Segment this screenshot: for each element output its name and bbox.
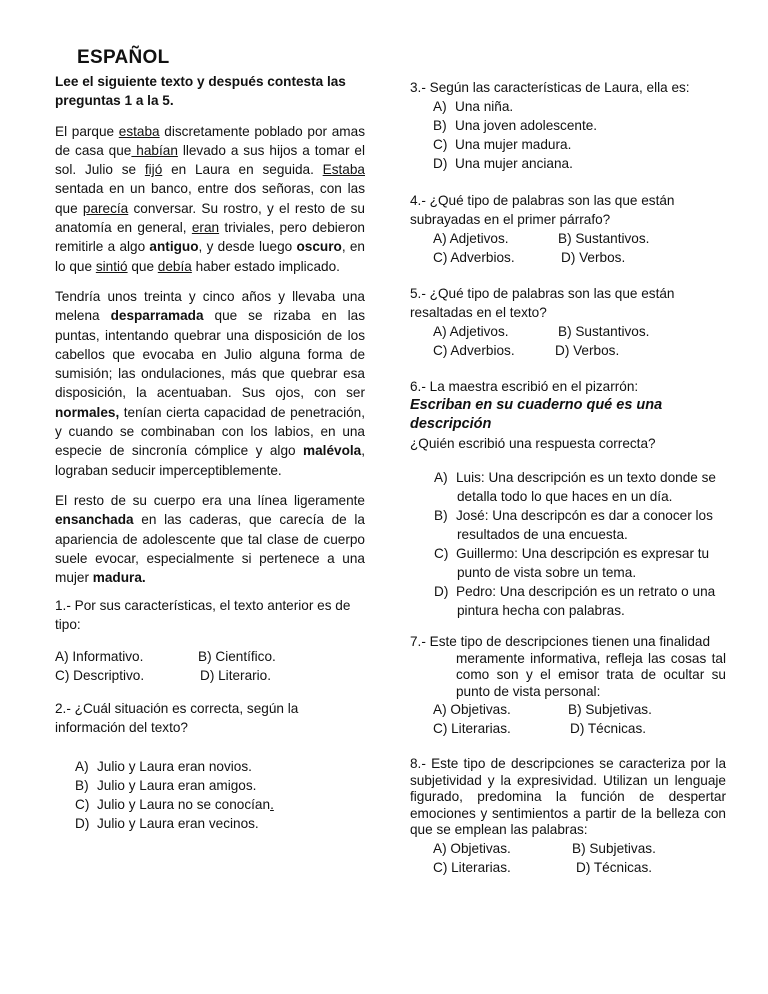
q2-option-c: C) Julio y Laura no se conocían. — [75, 797, 274, 813]
question-1-text: 1.- Por sus características, el texto anterior es de tipo: — [55, 598, 351, 633]
q3-option-d: D) Una mujer anciana. — [433, 156, 573, 171]
question-5 — [410, 284, 726, 360]
q5-option-d: D) Verbos. — [555, 343, 620, 358]
question-3-text: 3.- Según las características de Laura, ella es: — [410, 80, 690, 95]
question-5-text: 5.- ¿Qué tipo de palabras son las que están resaltadas en el texto? — [410, 286, 675, 320]
q3-option-a: A) Una niña. — [433, 99, 514, 114]
q1-option-b: B) Científico. — [198, 649, 276, 665]
question-7-text: 7.- Este tipo de descripciones tienen una finalidad meramente informativa, refleja las cosas tal como son y el emisor trata de ocultar su punto de vista personal: — [410, 634, 726, 699]
q1-option-c: C) Descriptivo. — [55, 668, 145, 684]
q1-option-d: D) Literario. — [200, 668, 272, 684]
q4-option-c: C) Adverbios. — [433, 250, 515, 265]
question-8-text: 8.- Este tipo de descripciones se caracteriza por la subjetividad y la expresividad. Utilizan un lenguaje figurado, predomina la función de despertar emociones y sentimientos a partir de la belleza con que se emplean las palabras: — [410, 756, 726, 837]
board-text: Escriban en su cuaderno qué es una descripción — [410, 397, 663, 432]
q2-option-a: A) Julio y Laura eran novios. — [75, 759, 252, 775]
question-8 — [410, 756, 726, 877]
question-2-text: 2.- ¿Cuál situación es correcta, según la información del texto? — [55, 701, 299, 736]
q5-option-c: C) Adverbios. — [433, 343, 515, 358]
q2-option-b: B) Julio y Laura eran amigos. — [75, 778, 257, 794]
question-2 — [55, 699, 365, 833]
q5-option-a: A) Adjetivos. — [433, 324, 509, 339]
q8-option-a: A) Objetivas. — [433, 840, 511, 856]
q3-option-c: C) Una mujer madura. — [433, 137, 572, 152]
q5-option-b: B) Sustantivos. — [558, 324, 650, 339]
q4-option-b: B) Sustantivos. — [558, 231, 650, 246]
q7-option-d: D) Técnicas. — [570, 721, 647, 736]
q7-option-a: A) Objetivas. — [433, 702, 511, 717]
q6-option-c: C) Guillermo: Una descripción es expresar tu punto de vista sobre un tema. — [434, 546, 710, 580]
instructions: Lee el siguiente texto y después contesta las preguntas 1 a la 5. — [55, 74, 346, 109]
q4-option-d: D) Verbos. — [561, 250, 626, 265]
left-column — [55, 72, 365, 833]
q7-option-c: C) Literarias. — [433, 721, 511, 736]
q2-option-d: D) Julio y Laura eran vecinos. — [75, 816, 259, 832]
right-column — [410, 78, 726, 877]
question-6-text: ¿Quién escribió una respuesta correcta? — [410, 436, 656, 451]
q6-option-a: A) Luis: Una descripción es un texto donde se detalla todo lo que haces en un día. — [434, 470, 716, 504]
question-4 — [410, 191, 726, 267]
question-1 — [55, 596, 365, 685]
q8-option-c: C) Literarias. — [433, 859, 511, 875]
page-title: ESPAÑOL — [77, 47, 170, 68]
q6-option-b: B) José: Una descripcón es dar a conocer los resultados de una encuesta. — [434, 508, 713, 542]
q7-option-b: B) Subjetivas. — [568, 702, 652, 717]
question-3 — [410, 78, 726, 173]
q3-option-b: B) Una joven adolescente. — [433, 118, 598, 133]
question-4-text: 4.- ¿Qué tipo de palabras son las que están subrayadas en el primer párrafo? — [410, 193, 675, 227]
question-6 — [410, 377, 726, 620]
q4-option-a: A) Adjetivos. — [433, 231, 509, 246]
q1-option-a: A) Informativo. — [55, 649, 144, 665]
question-7 — [410, 634, 726, 738]
q8-option-d: D) Técnicas. — [576, 859, 653, 875]
paragraph-1: El parque estaba discretamente poblado por amas de casa que habían llevado a sus hijos a tomar el sol. Julio se fijó en Laura en seguida. Estaba sentada en un banco, entre dos señoras, con las que parecía conversar. Su rostro, y el resto de su anatomía en general, eran triviales, pero debieron remitirle a algo antiguo, y desde luego oscuro, en lo que sintió que debía haber estado implicado. — [55, 123, 366, 274]
q8-option-b: B) Subjetivas. — [572, 840, 656, 856]
question-6-intro: 6.- La maestra escribió en el pizarrón: — [410, 379, 639, 394]
paragraph-3: El resto de su cuerpo era una línea ligeramente ensanchada en las caderas, que carecía de la apariencia de adolescente que tal clase de cuerpo suele evocar, especialmente si pertenece a una mujer madura. — [55, 492, 365, 586]
paragraph-2: Tendría unos treinta y cinco años y llevaba una melena desparramada que se rizaba en las puntas, intentando quebrar una disposición de los cabellos que evocaba en Julio alguna forma de sumisión; las ondulaciones, más que quebrar esa disposición, la acentuaban. Sus ojos, con ser normales, tenían cierta capacidad de penetración, y cuando se combinaban con los labios, en una especie de sincronía cómplice y algo malévola, lograban seducir imperceptiblemente. — [55, 288, 365, 478]
q6-option-d: D) Pedro: Una descripción es un retrato o una pintura hecha con palabras. — [434, 584, 716, 618]
